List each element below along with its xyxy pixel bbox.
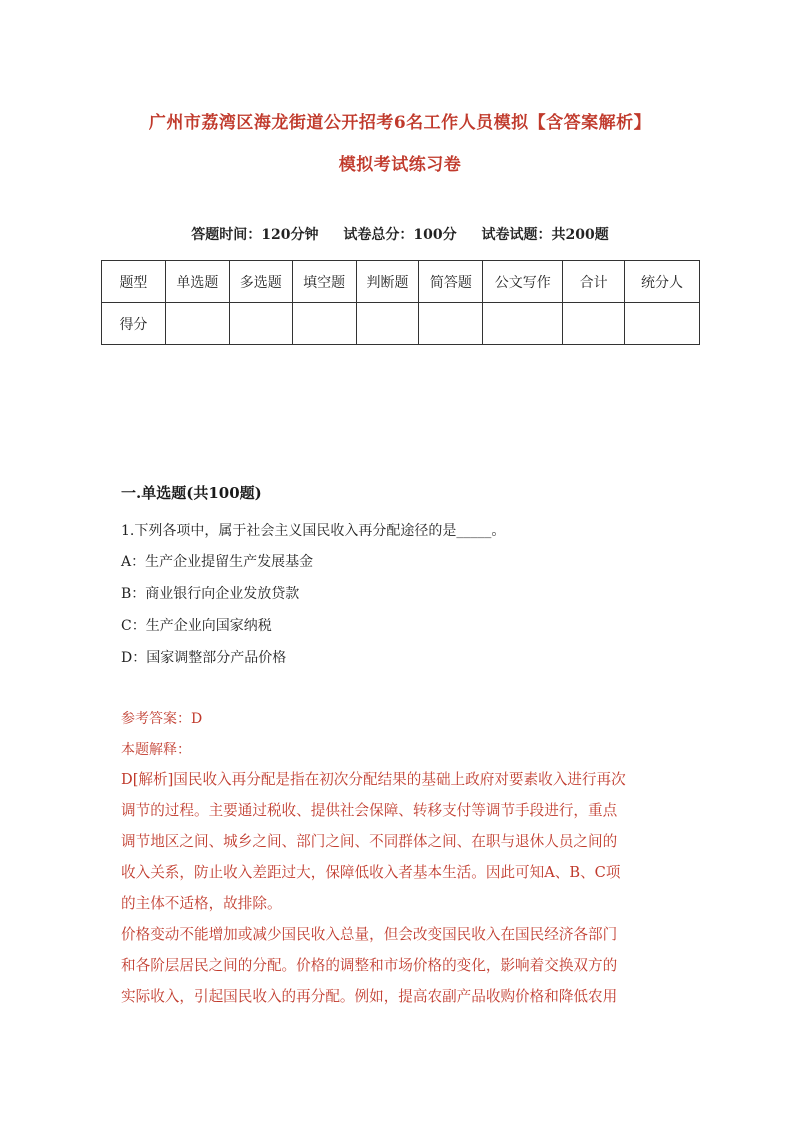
score-cell bbox=[356, 303, 419, 345]
explanation-line: 和各阶层居民之间的分配。价格的调整和市场价格的变化，影响着交换双方的 bbox=[121, 957, 618, 974]
explanation-paragraph-2 bbox=[121, 919, 681, 1012]
explanation-line: 调节的过程。主要通过税收、提供社会保障、转移支付等调节手段进行，重点 bbox=[121, 802, 618, 819]
explanation-paragraph-1 bbox=[121, 764, 681, 919]
table-cell: 判断题 bbox=[356, 261, 419, 303]
explanation-line: 实际收入，引起国民收入的再分配。例如，提高农副产品收购价格和降低农用 bbox=[121, 988, 618, 1005]
explanation-label: 本题解释： bbox=[121, 742, 191, 758]
table-cell: 简答题 bbox=[419, 261, 483, 303]
table-cell: 填空题 bbox=[292, 261, 356, 303]
score-cell bbox=[165, 303, 229, 345]
table-cell: 统分人 bbox=[625, 261, 700, 303]
score-table-header-row bbox=[102, 261, 700, 303]
table-cell: 合计 bbox=[563, 261, 625, 303]
option-d: D：国家调整部分产品价格 bbox=[121, 650, 287, 666]
score-cell bbox=[625, 303, 700, 345]
question-stem: 1.下列各项中，属于社会主义国民收入再分配途径的是_____。 bbox=[121, 523, 506, 539]
table-cell: 多选题 bbox=[229, 261, 292, 303]
explanation-line: D[解析]国民收入再分配是指在初次分配结果的基础上政府对要素收入进行再次 bbox=[121, 771, 626, 788]
exam-meta bbox=[0, 224, 800, 244]
option-a: A：生产企业提留生产发展基金 bbox=[121, 554, 314, 570]
score-cell bbox=[419, 303, 483, 345]
table-cell: 单选题 bbox=[165, 261, 229, 303]
explanation-line: 调节地区之间、城乡之间、部门之间、不同群体之间、在职与退休人员之间的 bbox=[121, 833, 618, 850]
score-table bbox=[101, 260, 700, 345]
score-cell bbox=[483, 303, 563, 345]
explanation-line: 的主体不适格，故排除。 bbox=[121, 895, 282, 912]
reference-answer: 参考答案：D bbox=[121, 711, 203, 727]
exam-total-score: 试卷总分：100分 bbox=[343, 227, 457, 243]
score-cell bbox=[563, 303, 625, 345]
option-b: B：商业银行向企业发放贷款 bbox=[121, 586, 300, 602]
explanation-line: 价格变动不能增加或减少国民收入总量，但会改变国民收入在国民经济各部门 bbox=[121, 926, 618, 943]
exam-total-questions: 试卷试题：共200题 bbox=[481, 227, 609, 243]
score-table-score-row bbox=[102, 303, 700, 345]
table-cell: 公文写作 bbox=[483, 261, 563, 303]
score-cell bbox=[292, 303, 356, 345]
exam-time: 答题时间：120分钟 bbox=[191, 227, 319, 243]
document-subtitle: 模拟考试练习卷 bbox=[338, 155, 462, 175]
score-cell bbox=[229, 303, 292, 345]
document-title: 广州市荔湾区海龙街道公开招考6名工作人员模拟【含答案解析】 bbox=[148, 113, 652, 133]
option-c: C：生产企业向国家纳税 bbox=[121, 618, 272, 634]
section-title: 一.单选题(共100题) bbox=[121, 484, 262, 502]
table-cell: 题型 bbox=[102, 261, 166, 303]
explanation-line: 收入关系，防止收入差距过大，保障低收入者基本生活。因此可知A、B、C项 bbox=[121, 864, 621, 881]
table-cell: 得分 bbox=[102, 303, 166, 345]
